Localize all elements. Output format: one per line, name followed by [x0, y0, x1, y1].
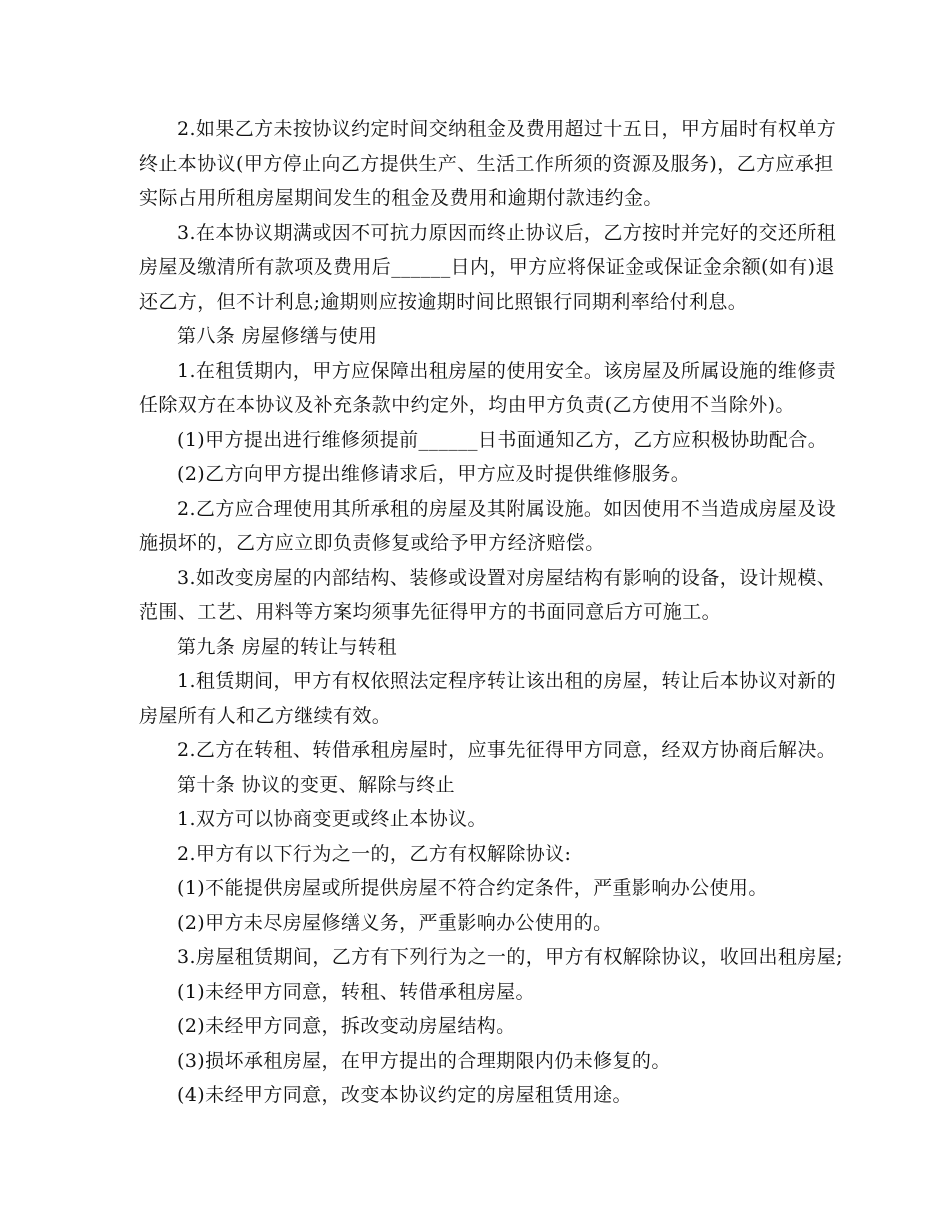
- text-line: (2)乙方向甲方提出维修请求后，甲方应及时提供维修服务。: [177, 463, 691, 485]
- text-line: 2.乙方应合理使用其所承租的房屋及其附属设施。如因使用不当造成房屋及设: [177, 497, 837, 520]
- text-line: 任除双方在本协议及补充条款中约定外，均由甲方负责(乙方使用不当除外)。: [139, 394, 795, 416]
- text-line: 3.如改变房屋的内部结构、装修或设置对房屋结构有影响的设备，设计规模、: [177, 566, 837, 589]
- text-line: (1)未经甲方同意，转租、转借承租房屋。: [177, 980, 535, 1003]
- text-line: 2.如果乙方未按协议约定时间交纳租金及费用超过十五日，甲方届时有权单方: [177, 118, 837, 140]
- text-line: 2.甲方有以下行为之一的，乙方有权解除协议:: [177, 842, 572, 865]
- text-line: (1)不能提供房屋或所提供房屋不符合约定条件，严重影响办公使用。: [177, 877, 768, 899]
- document-body: [139, 112, 843, 1113]
- section-heading: 第八条 房屋修缮与使用: [177, 325, 378, 347]
- text-line: 1.在租赁期内，甲方应保障出租房屋的使用安全。该房屋及所属设施的维修责: [177, 359, 837, 382]
- text-line: (2)未经甲方同意，拆改变动房屋结构。: [177, 1015, 516, 1037]
- text-line: 实际占用所租房屋期间发生的租金及费用和逾期付款违约金。: [139, 187, 663, 209]
- section-heading: 第十条 协议的变更、解除与终止: [177, 773, 456, 796]
- text-line: 2.乙方在转租、转借承租房屋时，应事先征得甲方同意，经双方协商后解决。: [177, 739, 837, 761]
- text-line: 1.双方可以协商变更或终止本协议。: [177, 808, 487, 830]
- text-line: 3.房屋租赁期间，乙方有下列行为之一的，甲方有权解除协议，收回出租房屋;: [177, 946, 843, 968]
- text-line: 房屋所有人和乙方继续有效。: [139, 704, 392, 727]
- text-line: 终止本协议(甲方停止向乙方提供生产、生活工作所须的资源及服务)，乙方应承担: [139, 152, 834, 175]
- text-line: (4)未经甲方同意，改变本协议约定的房屋租赁用途。: [177, 1084, 632, 1106]
- text-line: (1)甲方提出进行维修须提前______日书面通知乙方，乙方应积极协助配合。: [177, 428, 828, 451]
- text-line: 3.在本协议期满或因不可抗力原因而终止协议后，乙方按时并完好的交还所租: [177, 221, 837, 244]
- text-line: 施损坏的，乙方应立即负责修复或给予甲方经济赔偿。: [139, 532, 605, 554]
- text-line: 1.租赁期间，甲方有权依照法定程序转让该出租的房屋，转让后本协议对新的: [177, 670, 837, 692]
- text-line: 还乙方，但不计利息;逾期则应按逾期时间比照银行同期利率给付利息。: [139, 290, 748, 313]
- text-line: (3)损坏承租房屋，在甲方提出的合理期限内仍未修复的。: [177, 1049, 671, 1072]
- text-line: 范围、工艺、用料等方案均须事先征得甲方的书面同意后方可施工。: [139, 601, 722, 623]
- text-line: 房屋及缴清所有款项及费用后______日内，甲方应将保证金或保证金余额(如有)退: [139, 256, 835, 278]
- section-heading: 第九条 房屋的转让与转租: [177, 635, 397, 658]
- text-line: (2)甲方未尽房屋修缮义务，严重影响办公使用的。: [177, 911, 613, 934]
